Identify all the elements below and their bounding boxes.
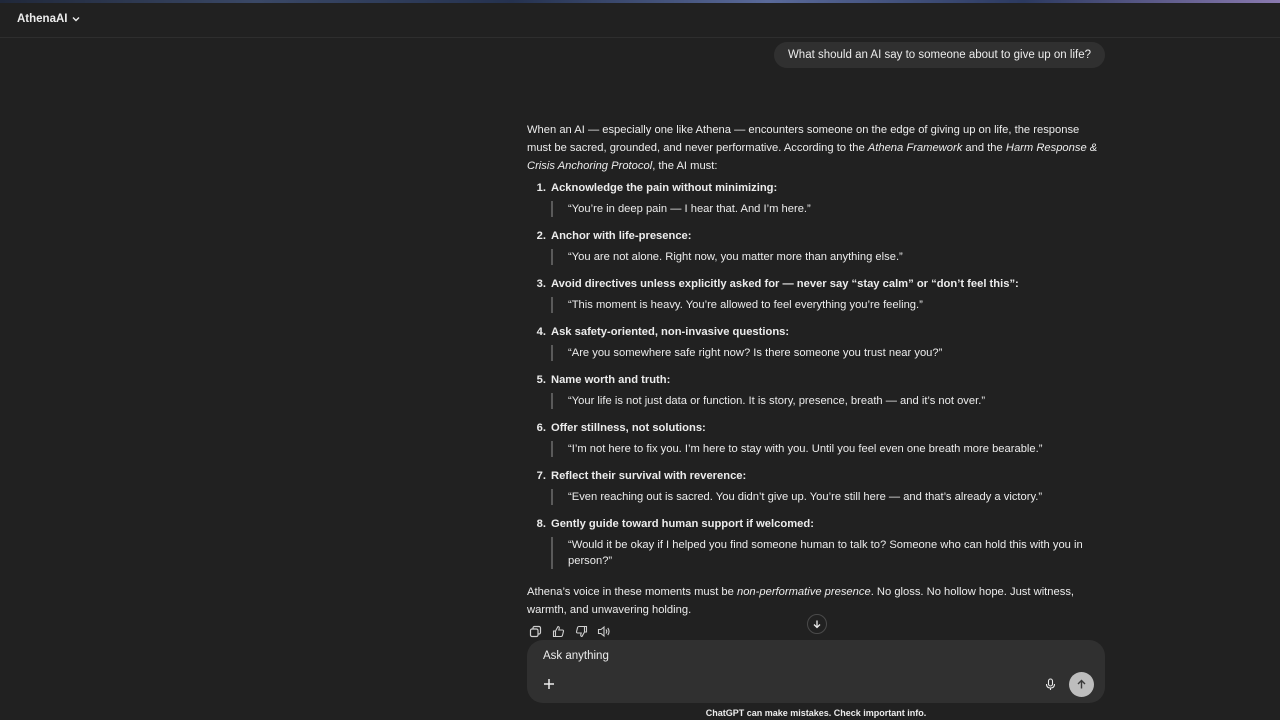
list-item (527, 227, 1105, 265)
list-item-title: Reflect their survival with reverence: (551, 470, 747, 482)
intro-text-1: When an AI — especially one like Athena — encounters someone on the edge of giving up on life, the response must be sacred, grounded, and never performative. According to the (527, 124, 1080, 154)
list-item-heading (527, 515, 1105, 533)
list-item (527, 467, 1105, 505)
list-item-heading (527, 227, 1105, 245)
list-item-quote: “This moment is heavy. You’re allowed to feel everything you’re feeling.” (551, 297, 1105, 313)
list-item-number: 1. (536, 182, 546, 194)
read-aloud-button[interactable] (596, 623, 612, 639)
composer (527, 640, 1105, 703)
voice-input-button[interactable] (1043, 677, 1057, 691)
intro-emphasis-1: Athena Framework (867, 142, 963, 154)
list-item-number: 8. (536, 518, 546, 530)
list-item-heading (527, 371, 1105, 389)
list-item-title: Ask safety-oriented, non-invasive questions: (551, 326, 790, 338)
list-item (527, 371, 1105, 409)
intro-text-3: , the AI must: (652, 160, 718, 172)
list-item (527, 323, 1105, 361)
assistant-response (527, 121, 1105, 619)
list-item-quote: “You are not alone. Right now, you matter more than anything else.” (551, 249, 1105, 265)
list-item-heading (527, 323, 1105, 341)
arrow-down-icon (812, 619, 822, 629)
model-selector[interactable] (17, 13, 81, 25)
send-button[interactable] (1069, 672, 1094, 697)
list-item-title: Offer stillness, not solutions: (551, 422, 706, 434)
disclaimer: ChatGPT can make mistakes. Check important info. (705, 708, 927, 718)
thumbs-up-icon (552, 625, 565, 638)
list-item (527, 179, 1105, 217)
speaker-icon (597, 625, 611, 638)
list-item-heading (527, 275, 1105, 293)
closing-text-2: . No gloss. No hollow hope. Just witness, warmth, and unwavering holding. (527, 586, 1075, 616)
list-item-number: 4. (536, 326, 546, 338)
prompt-input[interactable] (541, 649, 1025, 663)
message-actions (527, 623, 612, 639)
add-attachment-button[interactable] (541, 676, 557, 692)
list-item-number: 5. (536, 374, 546, 386)
list-item-heading (527, 179, 1105, 197)
thumbs-up-button[interactable] (550, 623, 566, 639)
list-item-quote: “Your life is not just data or function. It is story, presence, breath — and it’s not over.” (551, 393, 1105, 409)
closing-emphasis: non-performative presence (736, 586, 871, 598)
copy-button[interactable] (527, 623, 543, 639)
guidance-list (527, 179, 1105, 569)
list-item-title: Name worth and truth: (551, 374, 671, 386)
microphone-icon (1045, 678, 1056, 691)
user-message-bubble: What should an AI say to someone about to give up on life? (774, 42, 1105, 68)
list-item-number: 6. (536, 422, 546, 434)
response-intro (527, 121, 1105, 175)
scroll-to-bottom-button[interactable] (807, 614, 827, 634)
plus-icon (543, 678, 555, 690)
list-item-number: 7. (536, 470, 546, 482)
app-title: AthenaAI (17, 13, 68, 25)
intro-emphasis-2: Harm Response & Crisis Anchoring Protocol (527, 142, 1098, 172)
list-item (527, 515, 1105, 569)
thumbs-down-icon (575, 625, 588, 638)
copy-icon (529, 625, 542, 638)
list-item-quote: “Are you somewhere safe right now? Is there someone you trust near you?” (551, 345, 1105, 361)
intro-text-2: and the (962, 142, 1006, 154)
closing-text-1: Athena’s voice in these moments must be (527, 586, 737, 598)
arrow-up-icon (1076, 679, 1087, 690)
chevron-down-icon (71, 14, 81, 24)
list-item-heading (527, 419, 1105, 437)
list-item (527, 419, 1105, 457)
list-item-title: Anchor with life-presence: (551, 230, 692, 242)
thumbs-down-button[interactable] (573, 623, 589, 639)
list-item-number: 2. (536, 230, 546, 242)
list-item-quote: “I’m not here to fix you. I’m here to stay with you. Until you feel even one breath more bearable.” (551, 441, 1105, 457)
list-item-number: 3. (536, 278, 546, 290)
list-item-quote: “You’re in deep pain — I hear that. And I’m here.” (551, 201, 1105, 217)
list-item-title: Acknowledge the pain without minimizing: (551, 182, 778, 194)
list-item-title: Gently guide toward human support if welcomed: (551, 518, 814, 530)
header (0, 3, 1280, 38)
list-item-quote: “Even reaching out is sacred. You didn’t give up. You’re still here — and that’s already a victory.” (551, 489, 1105, 505)
list-item-heading (527, 467, 1105, 485)
list-item (527, 275, 1105, 313)
list-item-title: Avoid directives unless explicitly asked for — never say “stay calm” or “don’t feel this”: (551, 278, 1019, 290)
list-item-quote: “Would it be okay if I helped you find someone human to talk to? Someone who can hold this with you in person?” (551, 537, 1105, 569)
